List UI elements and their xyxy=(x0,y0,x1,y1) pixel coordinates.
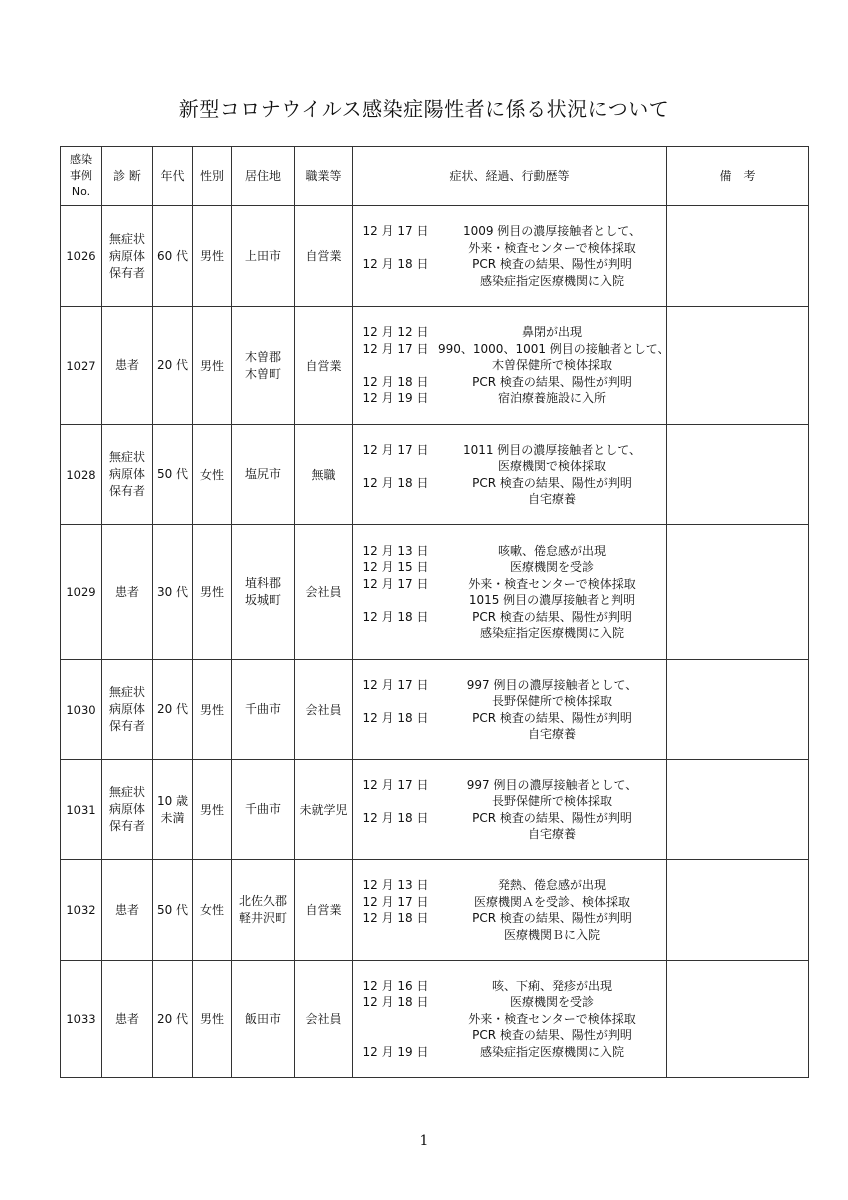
course-cell xyxy=(353,206,667,307)
age-group-line: 未満 xyxy=(160,810,185,825)
event-text: PCR 検査の結果、陽性が判明 xyxy=(472,810,632,825)
occupation: 未就学児 xyxy=(295,760,353,860)
sex: 男性 xyxy=(193,760,232,860)
event-text: 咳嗽、倦怠感が出現 xyxy=(497,543,606,558)
event-date: 12 月 17 日 xyxy=(362,894,429,909)
event-text: 木曽保健所で検体採取 xyxy=(491,358,612,373)
event-text: 外来・検査センターで検体採取 xyxy=(468,576,636,591)
remarks-cell xyxy=(667,425,809,525)
event-date xyxy=(353,592,438,609)
header-age: 年代 xyxy=(153,147,193,206)
age-group-line: 60 代 xyxy=(156,248,189,263)
event-date: 12 月 17 日 xyxy=(362,777,429,792)
residence-line: 木曽郡 xyxy=(244,349,281,364)
event-line xyxy=(353,927,666,944)
course-cell xyxy=(353,525,667,660)
event-date: 12 月 17 日 xyxy=(362,576,429,591)
event-line xyxy=(353,491,666,508)
event-date xyxy=(353,693,438,710)
diagnosis-line: 保有者 xyxy=(108,484,145,498)
event-text: 医療機関を受診 xyxy=(509,995,594,1010)
event-text: 外来・検査センターで検体採取 xyxy=(468,1011,636,1026)
occupation: 会社員 xyxy=(295,660,353,760)
event-line xyxy=(353,726,666,743)
event-line xyxy=(353,894,666,911)
event-line xyxy=(353,1044,666,1061)
remarks-cell xyxy=(667,860,809,961)
event-text: 長野保健所で検体採取 xyxy=(491,794,612,808)
event-line xyxy=(353,793,666,810)
diagnosis xyxy=(102,961,153,1078)
age-group-line: 30 代 xyxy=(156,584,189,599)
case-number: 1033 xyxy=(61,961,102,1078)
header-case-no: 感染 事例 No. xyxy=(61,147,102,206)
diagnosis-line: 保有者 xyxy=(108,719,145,733)
event-date xyxy=(353,357,438,374)
event-text: 1009 例目の濃厚接触者として、 xyxy=(462,224,642,238)
occupation: 自営業 xyxy=(295,206,353,307)
header-remarks: 備 考 xyxy=(667,147,809,206)
age-group xyxy=(153,425,193,525)
event-line xyxy=(353,374,666,391)
sex: 男性 xyxy=(193,660,232,760)
event-line xyxy=(353,693,666,710)
course-cell xyxy=(353,961,667,1078)
residence-line: 上田市 xyxy=(244,248,281,263)
occupation: 無職 xyxy=(295,425,353,525)
diagnosis-line: 無症状 xyxy=(108,450,145,464)
event-text: 咳、下痢、発疹が出現 xyxy=(491,978,612,993)
occupation: 自営業 xyxy=(295,307,353,425)
event-line xyxy=(353,710,666,727)
case-number: 1029 xyxy=(61,525,102,660)
remarks-cell xyxy=(667,307,809,425)
event-text: 発熱、倦怠感が出現 xyxy=(497,878,606,892)
residence-line: 木曽町 xyxy=(244,366,281,381)
table-row xyxy=(61,206,809,307)
diagnosis-line: 病原体 xyxy=(108,467,145,481)
table-row xyxy=(61,525,809,660)
event-date xyxy=(353,793,438,810)
event-line xyxy=(353,877,666,894)
event-date: 12 月 16 日 xyxy=(362,978,429,993)
diagnosis-line: 患者 xyxy=(114,358,139,372)
diagnosis-line: 保有者 xyxy=(108,819,145,833)
age-group-line: 50 代 xyxy=(156,902,189,917)
case-number: 1026 xyxy=(61,206,102,307)
event-date: 12 月 18 日 xyxy=(362,911,429,925)
diagnosis-line: 無症状 xyxy=(108,231,145,246)
event-text: 感染症指定医療機関に入院 xyxy=(479,1044,624,1059)
event-text: PCR 検査の結果、陽性が判明 xyxy=(472,609,632,624)
occupation: 自営業 xyxy=(295,860,353,961)
event-text: 自宅療養 xyxy=(527,827,576,841)
residence-line: 坂城町 xyxy=(244,593,281,607)
event-text: PCR 検査の結果、陽性が判明 xyxy=(472,911,632,925)
event-date: 12 月 19 日 xyxy=(362,391,429,406)
event-date: 12 月 18 日 xyxy=(362,710,429,725)
event-line xyxy=(353,475,666,492)
residence xyxy=(232,307,295,425)
residence xyxy=(232,425,295,525)
event-line xyxy=(353,458,666,475)
event-text: 医療機関Ｂに入院 xyxy=(503,927,600,942)
event-line xyxy=(353,978,666,995)
residence-line: 埴科郡 xyxy=(244,576,281,590)
case-number: 1031 xyxy=(61,760,102,860)
event-date: 12 月 18 日 xyxy=(362,374,429,389)
age-group xyxy=(153,860,193,961)
diagnosis xyxy=(102,760,153,860)
event-text: 医療機関を受診 xyxy=(509,560,594,574)
event-text: 1011 例目の濃厚接触者として、 xyxy=(462,442,642,457)
age-group-line: 20 代 xyxy=(156,1011,189,1026)
event-date: 12 月 12 日 xyxy=(362,325,429,340)
diagnosis-line: 患者 xyxy=(114,1011,139,1026)
event-date xyxy=(353,458,438,475)
event-date: 12 月 17 日 xyxy=(362,442,429,457)
event-line xyxy=(353,677,666,694)
diagnosis-line: 病原体 xyxy=(108,802,145,816)
event-line xyxy=(353,357,666,374)
event-date xyxy=(353,273,438,290)
residence-line: 北佐久郡 xyxy=(238,894,287,908)
residence-line: 千曲市 xyxy=(244,702,281,716)
event-text: PCR 検査の結果、陽性が判明 xyxy=(472,710,632,725)
event-line xyxy=(353,910,666,927)
course-cell xyxy=(353,660,667,760)
event-date: 12 月 15 日 xyxy=(362,560,429,574)
event-line xyxy=(353,994,666,1011)
diagnosis xyxy=(102,660,153,760)
event-line xyxy=(353,324,666,341)
event-date: 12 月 18 日 xyxy=(362,475,429,490)
event-date xyxy=(353,826,438,843)
residence-line: 塩尻市 xyxy=(244,467,281,481)
header-sex: 性別 xyxy=(193,147,232,206)
event-date: 12 月 19 日 xyxy=(362,1044,429,1059)
event-text: 自宅療養 xyxy=(527,727,576,741)
event-text: 自宅療養 xyxy=(527,492,576,506)
event-line xyxy=(353,543,666,560)
diagnosis xyxy=(102,425,153,525)
remarks-cell xyxy=(667,760,809,860)
diagnosis-line: 病原体 xyxy=(108,248,145,263)
residence xyxy=(232,206,295,307)
diagnosis-line: 患者 xyxy=(114,902,139,917)
event-line xyxy=(353,826,666,843)
table-body xyxy=(61,206,809,1078)
course-cell xyxy=(353,860,667,961)
event-date: 12 月 18 日 xyxy=(362,995,429,1010)
sex: 女性 xyxy=(193,425,232,525)
table-row xyxy=(61,425,809,525)
event-date xyxy=(353,491,438,508)
event-text: PCR 検査の結果、陽性が判明 xyxy=(472,257,632,271)
age-group xyxy=(153,307,193,425)
case-table xyxy=(60,146,809,1078)
table-row xyxy=(61,961,809,1078)
header-residence: 居住地 xyxy=(232,147,295,206)
event-text: PCR 検査の結果、陽性が判明 xyxy=(472,374,632,389)
event-line xyxy=(353,240,666,257)
event-text: 997 例目の濃厚接触者として、 xyxy=(466,677,638,692)
event-date: 12 月 17 日 xyxy=(362,341,429,356)
event-text: 医療機関で検体採取 xyxy=(497,459,606,473)
age-group-line: 10 歳 xyxy=(156,793,189,808)
table-row xyxy=(61,860,809,961)
remarks-cell xyxy=(667,660,809,760)
residence xyxy=(232,760,295,860)
course-cell xyxy=(353,307,670,425)
table-row xyxy=(61,307,809,425)
case-number: 1027 xyxy=(61,307,102,425)
event-date: 12 月 17 日 xyxy=(362,224,429,238)
remarks-cell xyxy=(667,206,809,307)
age-group xyxy=(153,660,193,760)
residence xyxy=(232,525,295,660)
sex: 男性 xyxy=(193,525,232,660)
event-line xyxy=(353,810,666,827)
diagnosis-line: 患者 xyxy=(114,584,139,599)
header-occupation: 職業等 xyxy=(295,147,353,206)
event-line xyxy=(353,625,666,642)
event-line xyxy=(353,256,666,273)
page-title: 新型コロナウイルス感染症陽性者に係る状況について xyxy=(178,97,670,121)
event-date: 12 月 17 日 xyxy=(362,677,429,692)
age-group-line: 20 代 xyxy=(156,358,189,372)
event-text: 997 例目の濃厚接触者として、 xyxy=(466,777,638,792)
event-text: PCR 検査の結果、陽性が判明 xyxy=(472,1028,632,1043)
event-text: 感染症指定医療機関に入院 xyxy=(479,626,624,640)
sex: 女性 xyxy=(193,860,232,961)
header-course: 症状、経過、行動歴等 xyxy=(353,147,667,206)
diagnosis-line: 無症状 xyxy=(108,685,145,699)
event-line xyxy=(353,1011,666,1028)
event-text: 鼻閉が出現 xyxy=(521,325,582,340)
event-line xyxy=(353,559,666,576)
event-line xyxy=(353,442,666,459)
residence xyxy=(232,961,295,1078)
table-row xyxy=(61,760,809,860)
age-group-line: 50 代 xyxy=(156,467,189,481)
event-line xyxy=(353,1027,666,1044)
sex: 男性 xyxy=(193,206,232,307)
event-date xyxy=(353,1011,438,1028)
diagnosis-line: 病原体 xyxy=(108,702,145,716)
event-date xyxy=(353,1027,438,1044)
age-group xyxy=(153,525,193,660)
diagnosis-line: 無症状 xyxy=(108,785,145,799)
diagnosis xyxy=(102,206,153,307)
event-date xyxy=(353,927,438,944)
diagnosis-line: 保有者 xyxy=(108,265,145,280)
event-line xyxy=(353,390,666,407)
event-line xyxy=(353,609,666,626)
table-header-row xyxy=(61,147,809,206)
age-group xyxy=(153,206,193,307)
event-text: 医療機関Ａを受診、検体採取 xyxy=(473,894,630,909)
event-date: 12 月 13 日 xyxy=(362,543,429,558)
event-date: 12 月 18 日 xyxy=(362,810,429,825)
event-text: 1015 例目の濃厚接触者と判明 xyxy=(468,593,636,607)
residence-line: 飯田市 xyxy=(244,1011,281,1026)
case-number: 1030 xyxy=(61,660,102,760)
diagnosis xyxy=(102,860,153,961)
event-date: 12 月 13 日 xyxy=(362,878,429,892)
course-cell xyxy=(353,425,667,525)
event-text: 宿泊療養施設に入所 xyxy=(497,391,606,406)
remarks-cell xyxy=(667,961,809,1078)
event-line xyxy=(353,592,666,609)
event-text: 990、1000、1001 例目の接触者として、 xyxy=(438,341,670,356)
remarks-cell xyxy=(667,525,809,660)
page-number: 1 xyxy=(419,1133,429,1149)
occupation: 会社員 xyxy=(295,961,353,1078)
case-number: 1032 xyxy=(61,860,102,961)
event-text: 外来・検査センターで検体採取 xyxy=(468,240,636,255)
event-date: 12 月 18 日 xyxy=(362,257,429,271)
case-number: 1028 xyxy=(61,425,102,525)
table-row xyxy=(61,660,809,760)
event-text: PCR 検査の結果、陽性が判明 xyxy=(472,475,632,490)
course-cell xyxy=(353,760,667,860)
age-group xyxy=(153,961,193,1078)
residence xyxy=(232,660,295,760)
event-date xyxy=(353,625,438,642)
diagnosis xyxy=(102,525,153,660)
event-line xyxy=(353,576,666,593)
sex: 男性 xyxy=(193,961,232,1078)
event-date: 12 月 18 日 xyxy=(362,609,429,624)
event-line xyxy=(353,223,666,240)
header-diagnosis: 診 断 xyxy=(102,147,153,206)
event-line xyxy=(353,341,670,358)
event-text: 長野保健所で検体採取 xyxy=(491,694,612,708)
age-group xyxy=(153,760,193,860)
event-date xyxy=(353,240,438,257)
sex: 男性 xyxy=(193,307,232,425)
event-line xyxy=(353,273,666,290)
residence-line: 軽井沢町 xyxy=(238,911,287,925)
event-date xyxy=(353,726,438,743)
age-group-line: 20 代 xyxy=(156,702,189,716)
event-line xyxy=(353,777,666,794)
occupation: 会社員 xyxy=(295,525,353,660)
event-text: 感染症指定医療機関に入院 xyxy=(479,273,624,288)
residence-line: 千曲市 xyxy=(244,802,281,816)
residence xyxy=(232,860,295,961)
diagnosis xyxy=(102,307,153,425)
